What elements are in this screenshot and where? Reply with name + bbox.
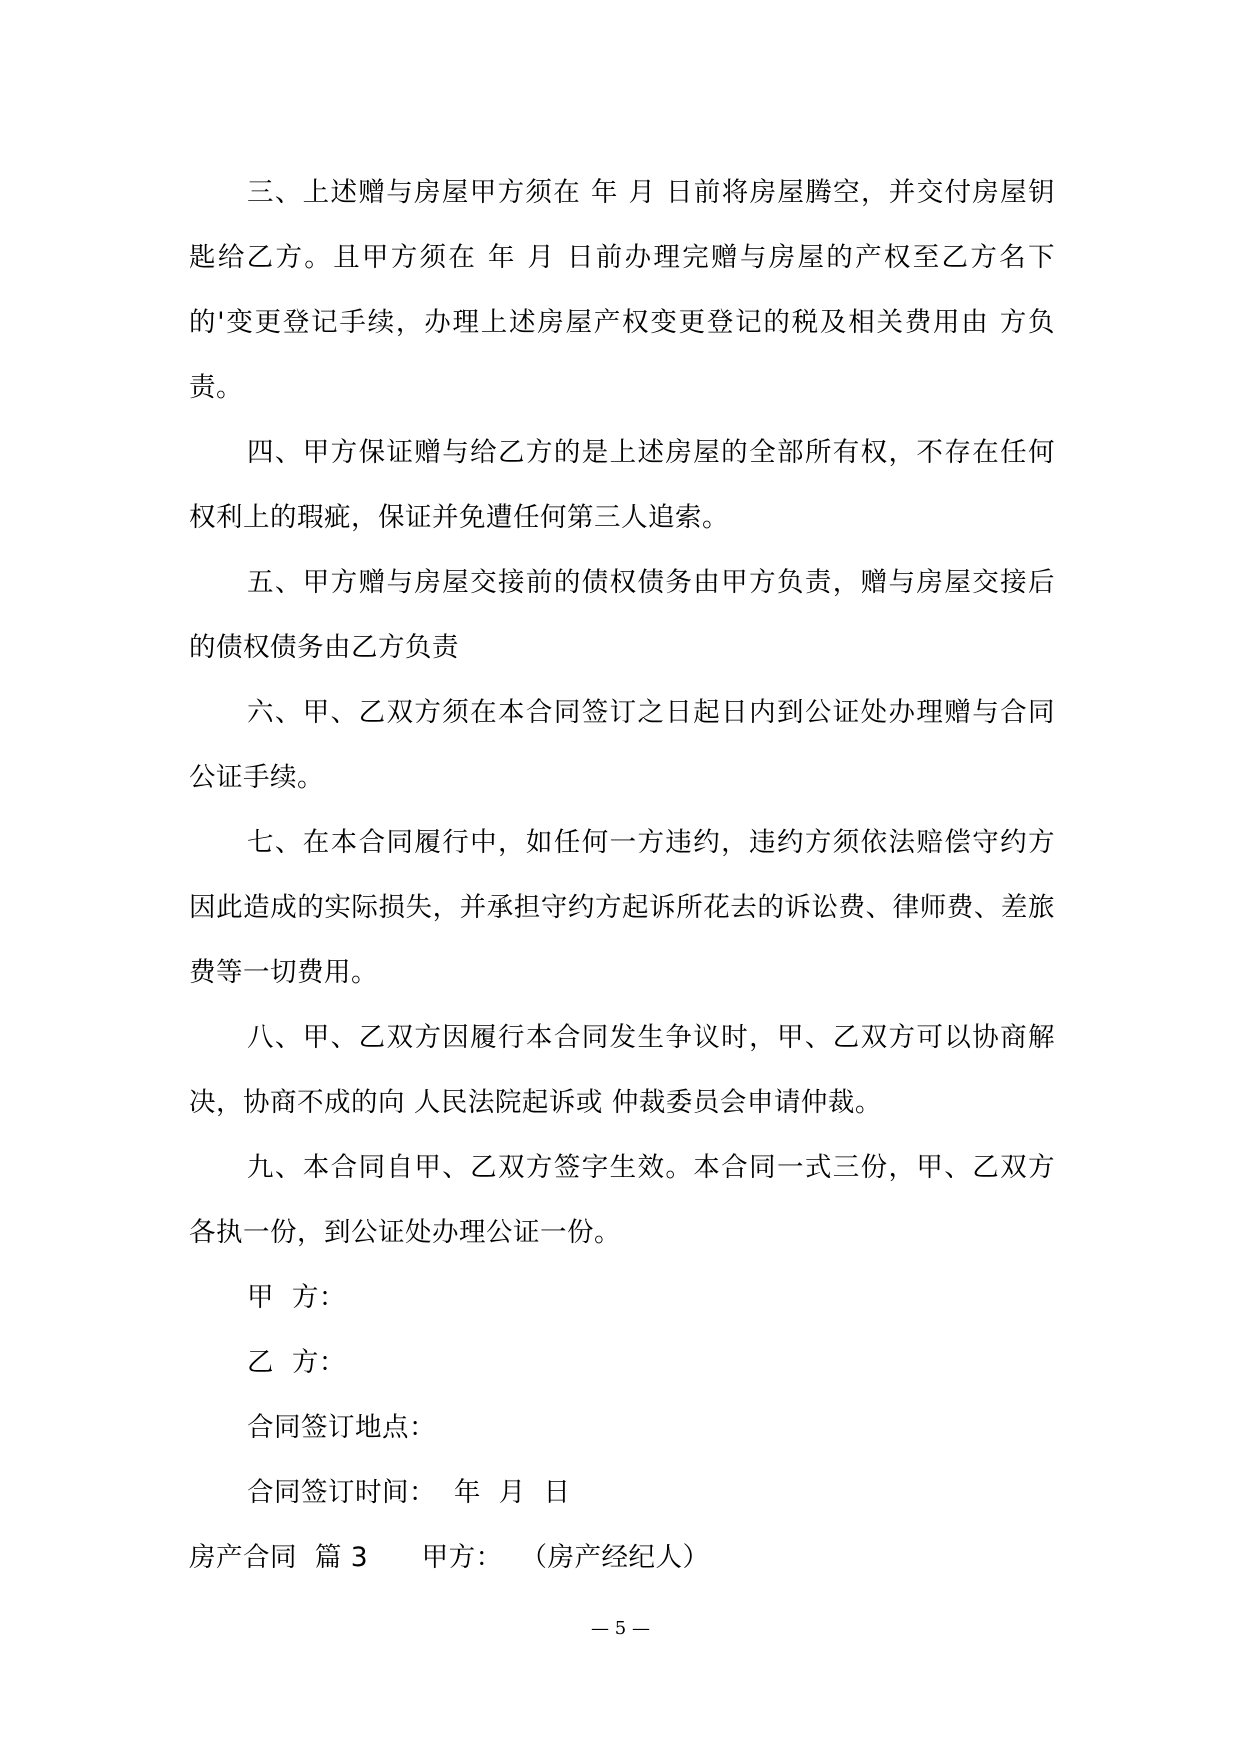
clause-8: 八、甲、乙双方因履行本合同发生争议时，甲、乙双方可以协商解决，协商不成的向 人民法院起诉或 仲裁委员会申请仲裁。 — [189, 1022, 1055, 1118]
clause-6: 六、甲、乙双方须在本合同签订之日起日内到公证处办理赠与合同公证手续。 — [189, 697, 1055, 793]
clause-3: 三、上述赠与房屋甲方须在 年 月 日前将房屋腾空，并交付房屋钥匙给乙方。且甲方须在 年 月 日前办理完赠与房屋的产权至乙方名下的'变更登记手续，办理上述房屋产权变更登记的税及相关费用由 方负责。 — [189, 177, 1055, 403]
signing-location-line: 合同签订地点： — [247, 1412, 436, 1443]
contract-body — [189, 160, 1055, 1590]
clause-4: 四、甲方保证赠与给乙方的是上述房屋的全部所有权，不存在任何权利上的瑕疵，保证并免遭任何第三人追索。 — [189, 437, 1055, 533]
party-a-signature-line: 甲 方： — [247, 1282, 346, 1313]
clause-7: 七、在本合同履行中，如任何一方违约，违约方须依法赔偿守约方因此造成的实际损失，并承担守约方起诉所花去的诉讼费、律师费、差旅费等一切费用。 — [189, 827, 1055, 988]
signing-date-line: 合同签订时间： 年 月 日 — [247, 1477, 571, 1508]
clause-9: 九、本合同自甲、乙双方签字生效。本合同一式三份，甲、乙双方各执一份，到公证处办理公证一份。 — [189, 1152, 1055, 1248]
page-number: — 5 — — [591, 1618, 650, 1639]
next-contract-heading: 房产合同 篇 3 甲方： （房产经纪人） — [189, 1542, 710, 1573]
clause-5: 五、甲方赠与房屋交接前的债权债务由甲方负责，赠与房屋交接后的债权债务由乙方负责 — [189, 567, 1055, 663]
party-b-signature-line: 乙 方： — [247, 1347, 346, 1378]
